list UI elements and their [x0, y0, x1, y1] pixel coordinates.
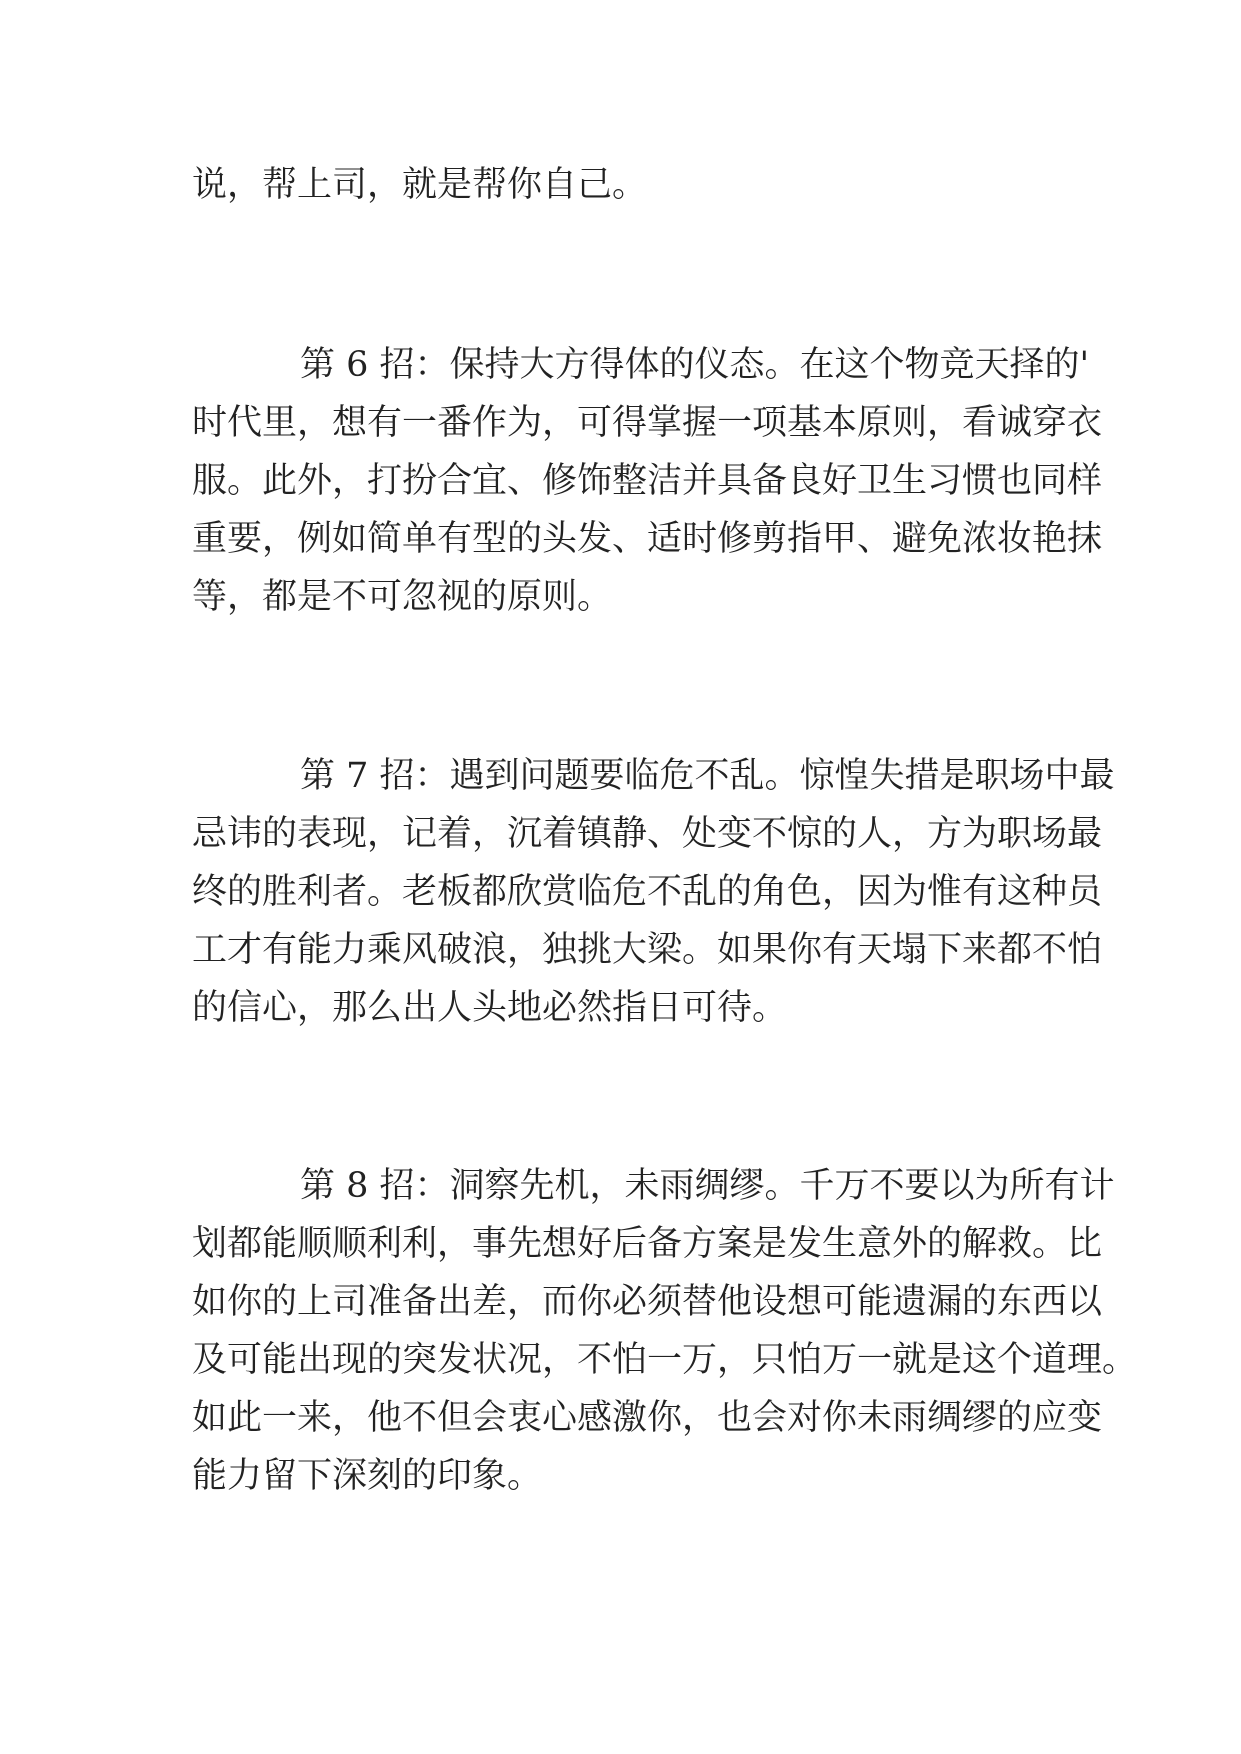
text-line: 的信心，那么出人头地必然指日可待。 — [192, 988, 788, 1028]
text-line: 时代里，想有一番作为，可得掌握一项基本原则，看诚穿衣 — [192, 403, 1103, 443]
text-line: 等，都是不可忽视的原则。 — [192, 577, 613, 617]
text-line: 服。此外，打扮合宜、修饰整洁并具备良好卫生习惯也同样 — [192, 461, 1103, 501]
text-line: 说，帮上司，就是帮你自己。 — [192, 165, 648, 205]
text-line: 能力留下深刻的印象。 — [192, 1456, 543, 1496]
text-line: 工才有能力乘风破浪，独挑大梁。如果你有天塌下来都不怕 — [192, 930, 1103, 970]
text-line: 划都能顺顺利利，事先想好后备方案是发生意外的解救。比 — [192, 1224, 1103, 1264]
text-line: 第 6 招：保持大方得体的仪态。在这个物竞天择的' — [300, 345, 1090, 385]
text-line: 及可能出现的突发状况，不怕一万，只怕万一就是这个道理。 — [192, 1340, 1138, 1380]
paragraph-tip-8 — [192, 1157, 1138, 1505]
paragraph-tip-6 — [192, 336, 1103, 626]
text-line: 如此一来，他不但会衷心感激你，也会对你未雨绸缪的应变 — [192, 1398, 1103, 1438]
text-line: 终的胜利者。老板都欣赏临危不乱的角色，因为惟有这种员 — [192, 872, 1103, 912]
text-line: 如你的上司准备出差，而你必须替他设想可能遗漏的东西以 — [192, 1282, 1103, 1322]
paragraph-continuation — [192, 156, 1066, 214]
text-line: 第 7 招：遇到问题要临危不乱。惊惶失措是职场中最 — [300, 756, 1115, 796]
text-line: 重要，例如简单有型的头发、适时修剪指甲、避免浓妆艳抹 — [192, 519, 1103, 559]
text-line: 第 8 招：洞察先机，未雨绸缪。千万不要以为所有计 — [300, 1166, 1115, 1206]
paragraph-tip-7 — [192, 747, 1115, 1037]
text-line: 忌讳的表现，记着，沉着镇静、处变不惊的人，方为职场最 — [192, 814, 1103, 854]
